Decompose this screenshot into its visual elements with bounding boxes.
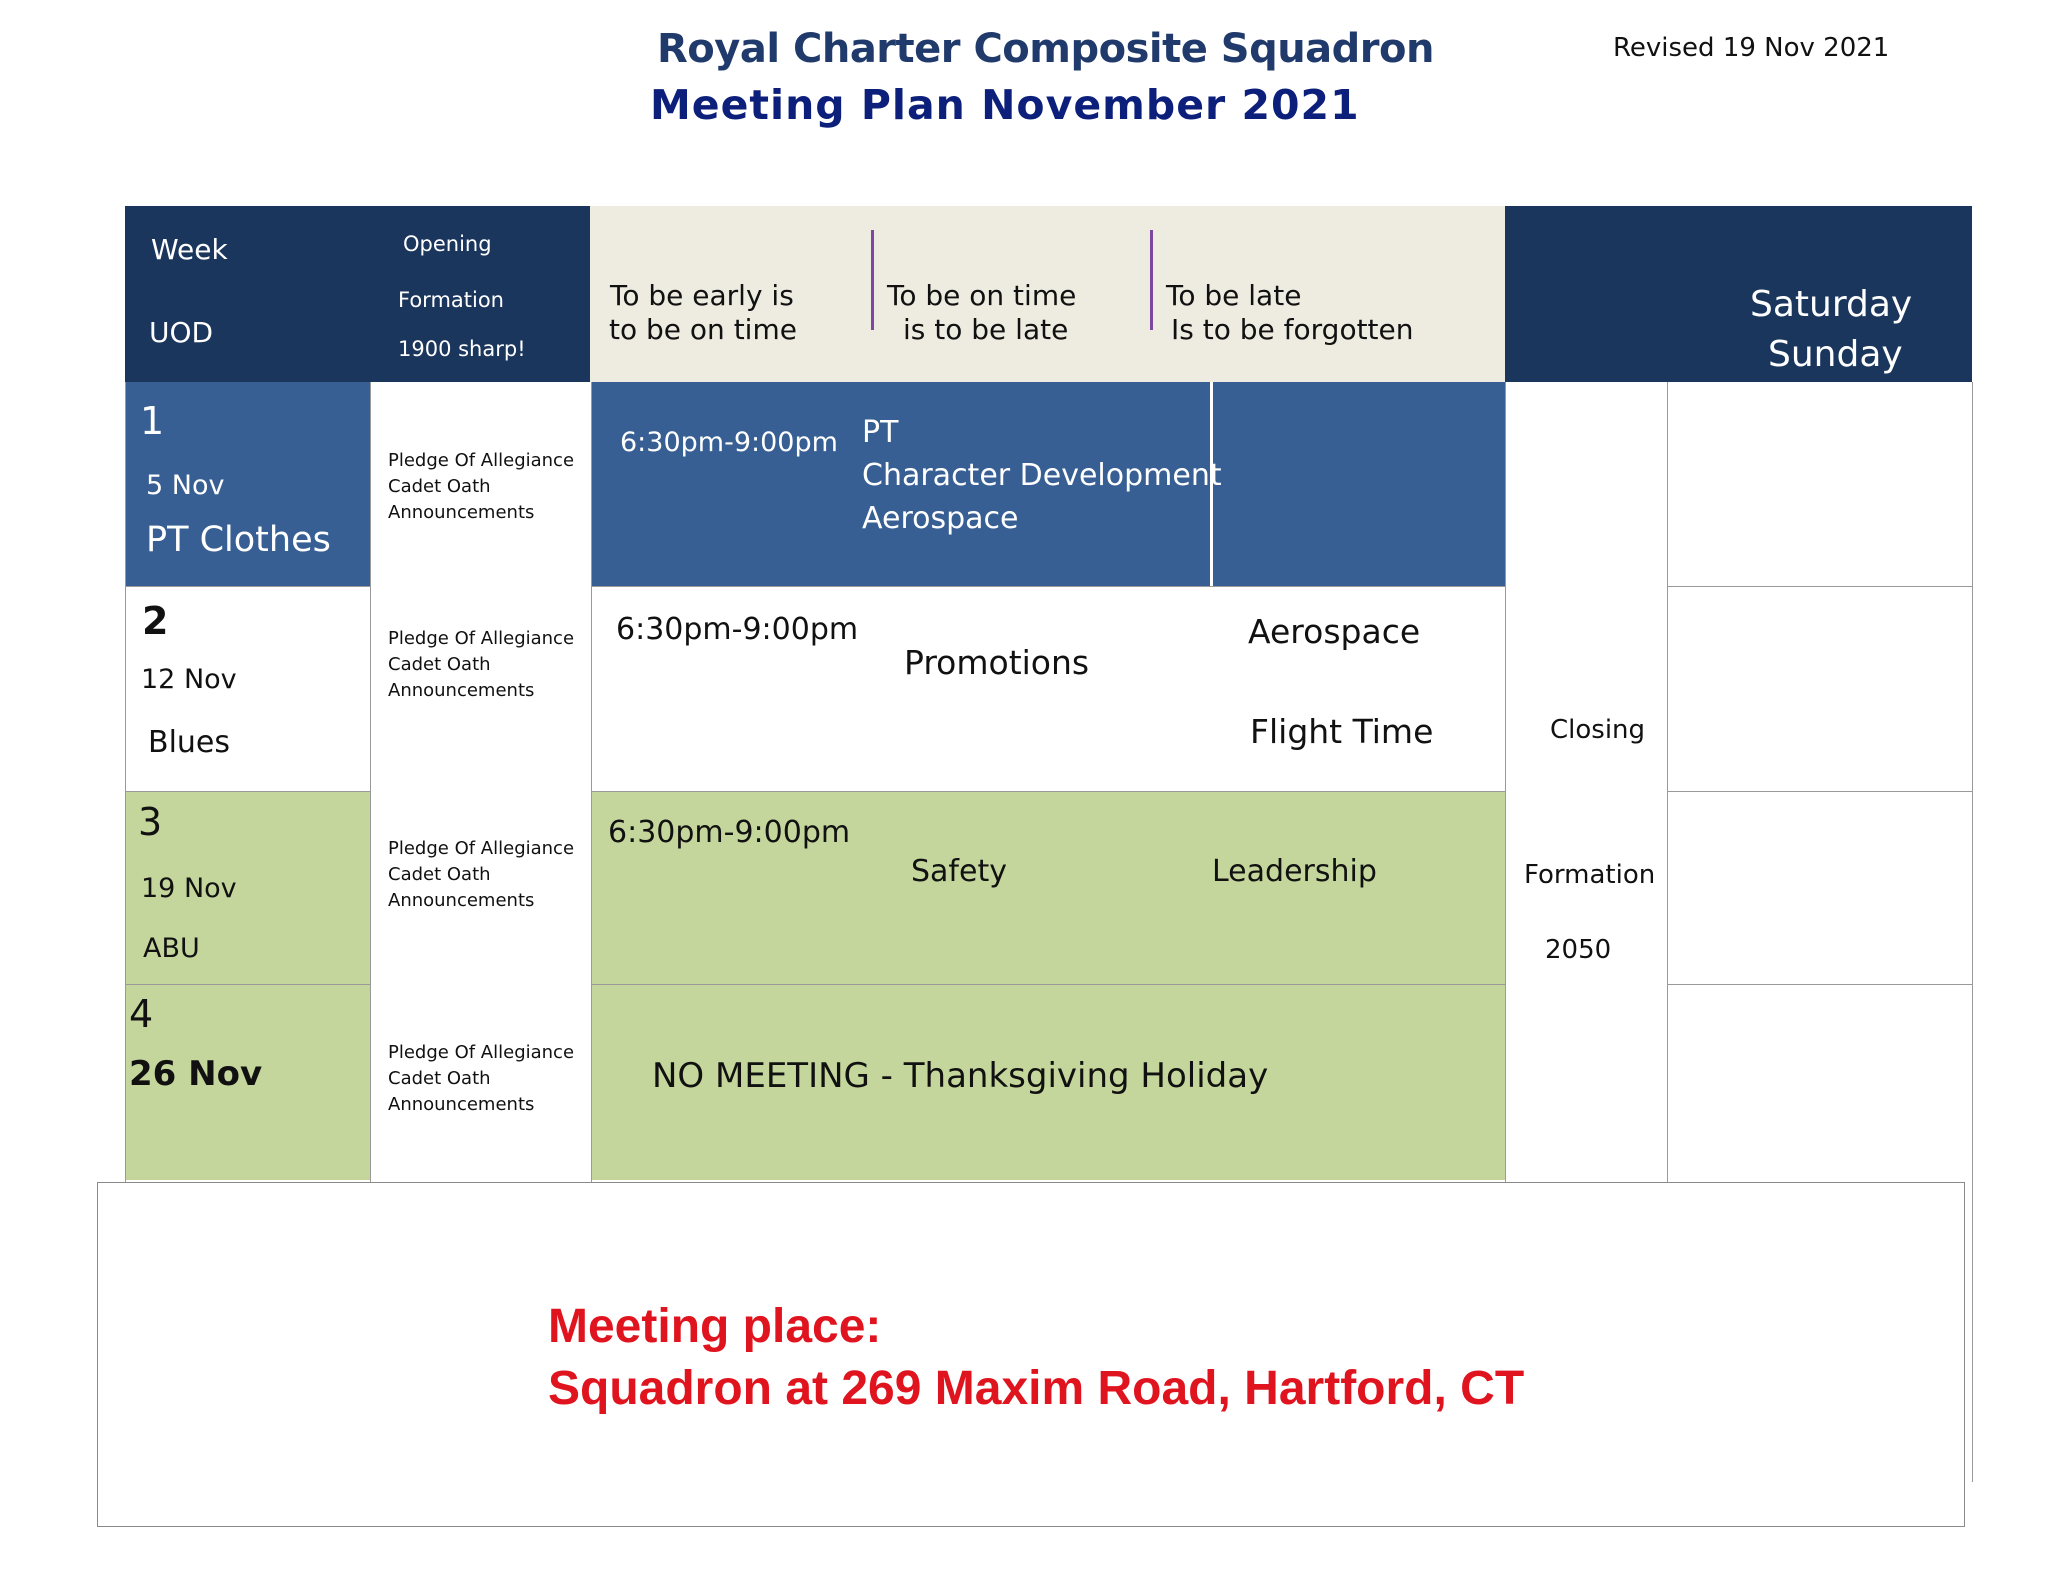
opening-item: Announcements [388,502,535,523]
week-1-time: 6:30pm-9:00pm [620,427,838,458]
week-1-activity-2: Character Development [862,458,1222,493]
header-week: Week [151,233,228,266]
grid-v-opening [591,382,592,1182]
meeting-place [548,1296,1524,1421]
opening-item: Pledge Of Allegiance [388,1042,575,1063]
header-sharp: 1900 sharp! [398,337,526,361]
motto-2-line1: To be on time [887,279,1077,312]
grid-v-activities [1505,382,1506,1182]
motto-divider-2 [1150,230,1153,330]
week-2-uod: Blues [148,725,231,760]
week-4-number: 4 [129,992,154,1036]
opening-item: Announcements [388,1094,535,1115]
revised-date: Revised 19 Nov 2021 [1613,33,1890,63]
grid-h1-c [1667,586,1972,587]
opening-item: Cadet Oath [388,864,491,885]
week-2-number: 2 [142,599,169,643]
opening-item: Pledge Of Allegiance [388,628,575,649]
week-2-date: 12 Nov [141,664,237,695]
motto-3-line1: To be late [1166,279,1302,312]
week-1-date: 5 Nov [146,470,225,501]
closing-label: Closing [1550,715,1646,745]
grid-h1-b [592,586,1505,587]
grid-v-closing [1667,382,1668,1182]
grid-v-left [125,382,126,1182]
header-formation: Formation [398,288,504,312]
week-1-activity-3: Aerospace [862,501,1019,536]
header-saturday: Saturday [1750,284,1913,325]
grid-h2-c [1667,791,1972,792]
grid-h1-a [125,586,370,587]
week-2-time: 6:30pm-9:00pm [616,612,859,647]
opening-list-3 [388,836,574,914]
motto-1-line2: to be on time [609,313,797,346]
motto-divider-1 [871,230,874,330]
week-3-activity-1: Safety [911,854,1007,889]
header-opening: Opening [403,232,492,256]
opening-list-4 [388,1040,574,1118]
week-3-date: 19 Nov [141,873,237,904]
opening-item: Cadet Oath [388,476,491,497]
closing-time: 2050 [1545,935,1612,965]
week-4-date: 26 Nov [129,1054,263,1094]
motto-3-line2: Is to be forgotten [1171,313,1414,346]
plan-title: Meeting Plan November 2021 [650,81,1360,129]
opening-item: Cadet Oath [388,654,491,675]
grid-v-right [1972,382,1973,1182]
opening-list-1 [388,448,574,526]
week-2-activity-1: Promotions [904,643,1090,682]
table-edge-shadow [1972,1182,1973,1482]
opening-item: Pledge Of Allegiance [388,450,575,471]
meeting-place-address: Squadron at 269 Maxim Road, Hartford, CT [548,1362,1525,1416]
week-2-activity-2: Aerospace [1248,612,1421,651]
week-1-number: 1 [140,399,165,443]
header-uod: UOD [149,316,214,349]
week-1-activity-1: PT [862,415,899,450]
opening-item: Cadet Oath [388,1068,491,1089]
week-3-uod: ABU [143,933,200,964]
opening-item: Announcements [388,890,535,911]
motto-1-line1: To be early is [610,279,794,312]
grid-h3-c [1667,984,1972,985]
opening-item: Pledge Of Allegiance [388,838,575,859]
grid-h2-b [592,791,1505,792]
week-2-activity-3: Flight Time [1250,712,1434,751]
header-sunday: Sunday [1768,334,1903,375]
grid-h2-a [125,791,370,792]
grid-h3-b [592,984,1505,985]
meeting-place-label: Meeting place: [548,1300,882,1353]
grid-v-week [370,382,371,1182]
week-4-note: NO MEETING - Thanksgiving Holiday [652,1056,1269,1096]
grid-h3-a [125,984,370,985]
week-3-time: 6:30pm-9:00pm [608,815,851,850]
week-3-number: 3 [138,800,163,844]
week-1-uod: PT Clothes [146,520,331,560]
opening-item: Announcements [388,680,535,701]
squadron-title: Royal Charter Composite Squadron [657,26,1434,72]
opening-list-2 [388,626,574,704]
week-3-activity-2: Leadership [1212,854,1377,889]
closing-formation: Formation [1524,860,1656,890]
motto-2-line2: is to be late [903,313,1069,346]
